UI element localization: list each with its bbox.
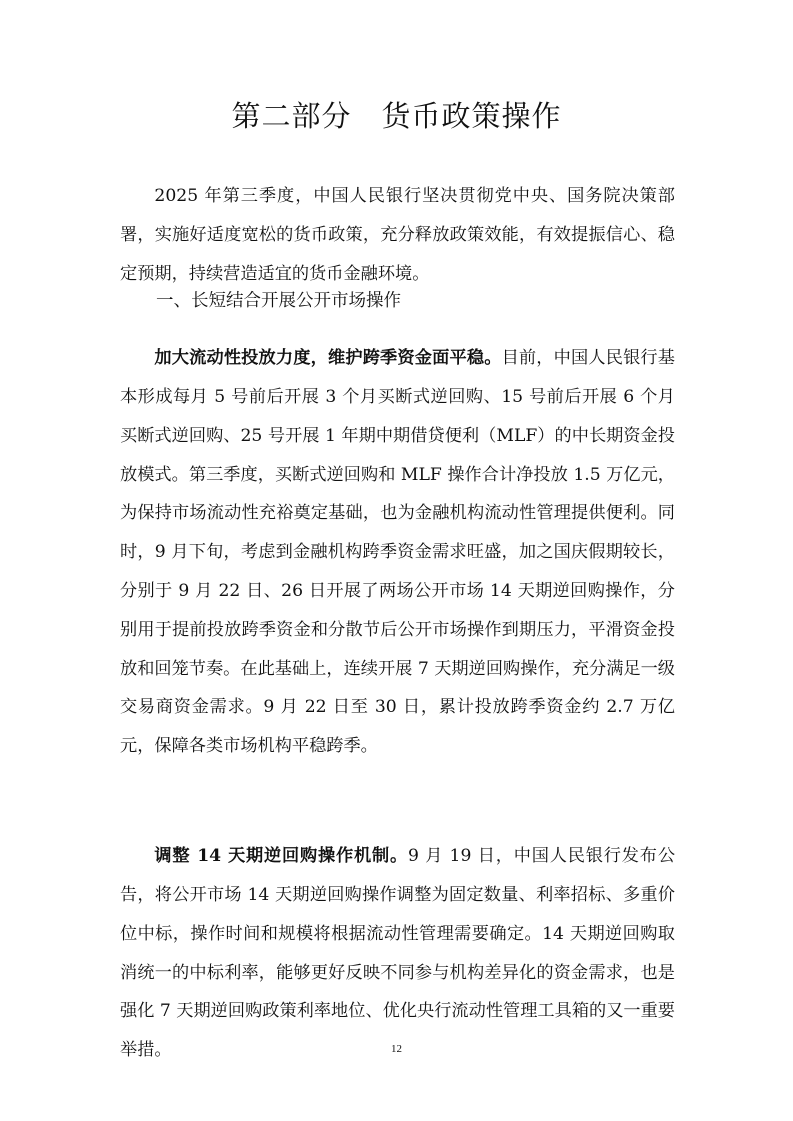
liquidity-paragraph-text: 目前，中国人民银行基本形成每月 5 号前后开展 3 个月买断式逆回购、15 号前后开展 6 个月买断式逆回购、25 号开展 1 年期中期借贷便利（MLF）的中长期资金投放模式。第三季度，买断式逆回购和 MLF 操作合计净投放 1.5 万亿元，为保持市场流动性充裕奠定基础，也为金融机构流动性管理提供便利。同时，9 月下旬，考虑到金融机构跨季资金需求旺盛，加之国庆假期较长，分别于 9 月 22 日、26 日开展了两场公开市场 14 天期逆回购操作，分别用于提前投放跨季资金和分散节后公开市场操作到期压力，平滑资金投放和回笼节奏。在此基础上，连续开展 7 天期逆回购操作，充分满足一级交易商资金需求。9 月 22 日至 30 日，累计投放跨季资金约 2.7 万亿元，保障各类市场机构平稳跨季。 <box>120 348 675 757</box>
reverse-repo-paragraph-lead: 调整 14 天期逆回购操作机制。 <box>154 846 409 867</box>
page-number: 12 <box>391 1043 402 1055</box>
reverse-repo-paragraph <box>120 837 675 1070</box>
reverse-repo-paragraph-text: 9 月 19 日，中国人民银行发布公告，将公开市场 14 天期逆回购操作调整为固定数量、利率招标、多重价位中标，操作时间和规模将根据流动性管理需要确定。14 天期逆回购取消统一的中标利率，能够更好反映不同参与机构差异化的资金需求，也是强化 7 天期逆回购政策利率地位、优化央行流动性管理工具箱的又一重要举措。 <box>120 846 676 1061</box>
page-title: 第二部分 货币政策操作 <box>231 99 562 133</box>
liquidity-paragraph <box>120 339 675 766</box>
intro-paragraph: 2025 年第三季度，中国人民银行坚决贯彻党中央、国务院决策部署，实施好适度宽松的货币政策，充分释放政策效能，有效提振信心、稳定预期，持续营造适宜的货币金融环境。 <box>120 186 675 284</box>
liquidity-paragraph-lead: 加大流动性投放力度，维护跨季资金面平稳。 <box>154 348 502 369</box>
section-heading-open-market-operations: 一、长短结合开展公开市场操作 <box>156 291 401 311</box>
